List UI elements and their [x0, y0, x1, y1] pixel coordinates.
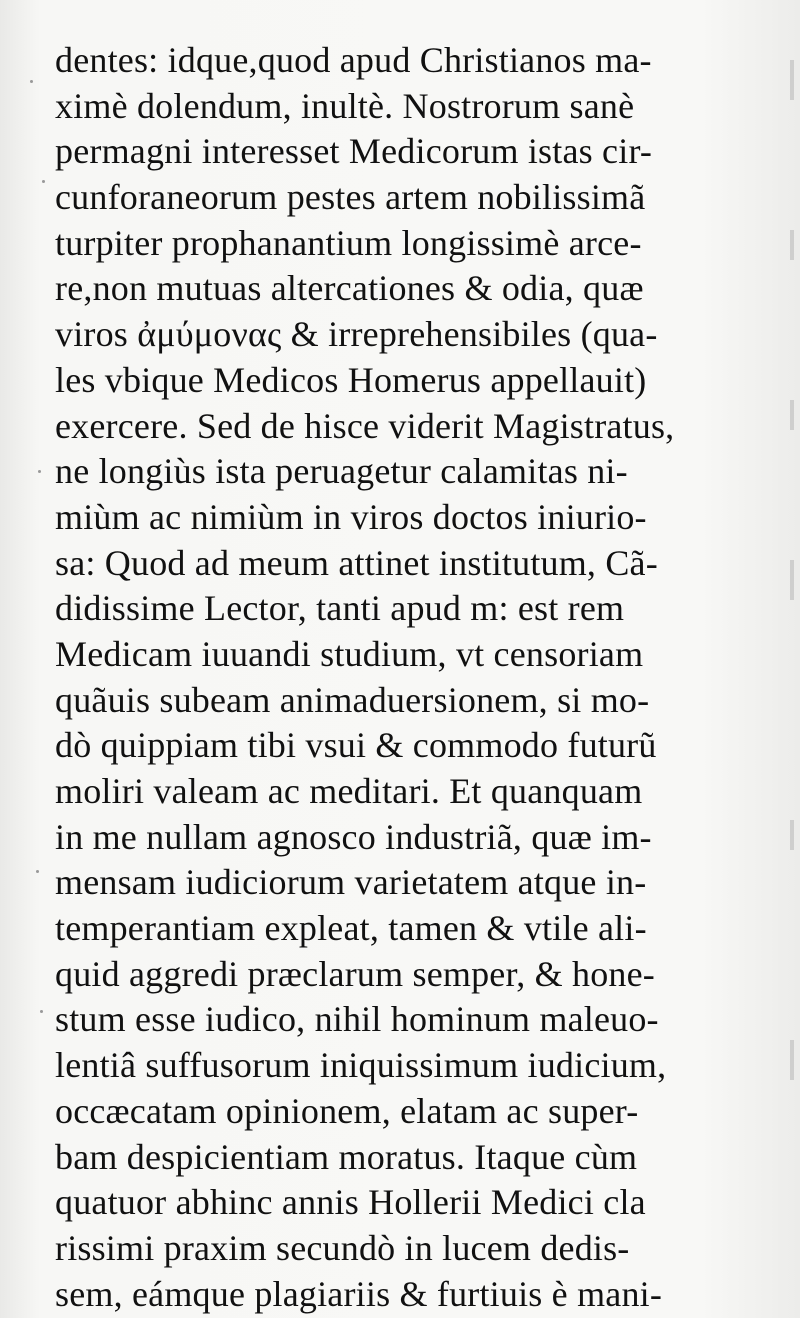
text-line: in me nullam agnosco industriã, quæ im-	[55, 816, 652, 857]
paper-speck	[30, 80, 33, 83]
text-line: sem, eámque plagiariis & furtiuis è mani-	[55, 1273, 663, 1314]
text-line: miùm ac nimiùm in viros doctos iniurio-	[55, 496, 647, 537]
text-line: viros ἀμύμονας & irreprehensibiles (qua-	[55, 314, 658, 355]
text-line: occæcatam opinionem, elatam ac super-	[55, 1090, 639, 1131]
latin-text-block	[55, 38, 695, 1317]
text-line: bam despicientiam moratus. Itaque cùm	[55, 1136, 638, 1177]
text-line: cunforaneorum pestes artem nobilissimã	[55, 177, 646, 218]
page-edge-shadow	[790, 400, 794, 430]
text-line: ximè dolendum, inultè. Nostrorum sanè	[55, 85, 635, 126]
text-line: re,non mutuas altercationes & odia, quæ	[55, 268, 644, 309]
text-line: sa: Quod ad meum attinet institutum, Cã-	[55, 542, 658, 583]
text-line: permagni interesset Medicorum istas cir-	[55, 131, 653, 172]
text-line: dò quippiam tibi vsui & commodo futurũ	[55, 725, 657, 766]
paper-speck	[42, 180, 45, 183]
text-line: exercere. Sed de hisce viderit Magistratus,	[55, 405, 675, 446]
text-line: lentiâ suffusorum iniquissimum iudicium,	[55, 1045, 667, 1086]
page-edge-shadow	[790, 1040, 794, 1080]
text-line: dentes: idque,quod apud Christianos ma-	[55, 40, 652, 80]
text-line: les vbique Medicos Homerus appellauit)	[55, 359, 647, 400]
page-edge-shadow	[790, 230, 794, 260]
text-line: turpiter prophanantium longissimè arce-	[55, 222, 642, 263]
paper-speck	[36, 870, 39, 873]
text-line: moliri valeam ac meditari. Et quanquam	[55, 771, 643, 811]
text-line: temperantiam expleat, tamen & vtile ali-	[55, 908, 647, 949]
page-edge-shadow	[790, 560, 794, 600]
paper-speck	[40, 1010, 43, 1013]
page-edge-shadow	[790, 60, 794, 100]
text-line: quid aggredi præclarum semper, & hone-	[55, 953, 655, 994]
text-line: quatuor abhinc annis Hollerii Medici cla	[55, 1182, 646, 1223]
text-line: quãuis subeam animaduersionem, si mo-	[55, 679, 650, 720]
page-edge-shadow	[790, 820, 794, 850]
text-line: mensam iudiciorum varietatem atque in-	[55, 862, 647, 903]
paper-speck	[38, 470, 41, 473]
text-line: Medicam iuuandi studium, vt censoriam	[55, 633, 644, 674]
text-line: didissime Lector, tanti apud m: est rem	[55, 588, 625, 629]
text-line: rissimi praxim secundò in lucem dedis-	[55, 1227, 630, 1268]
text-line: ne longiùs ista peruagetur calamitas ni-	[55, 451, 628, 492]
text-line: stum esse iudico, nihil hominum maleuo-	[55, 999, 659, 1040]
